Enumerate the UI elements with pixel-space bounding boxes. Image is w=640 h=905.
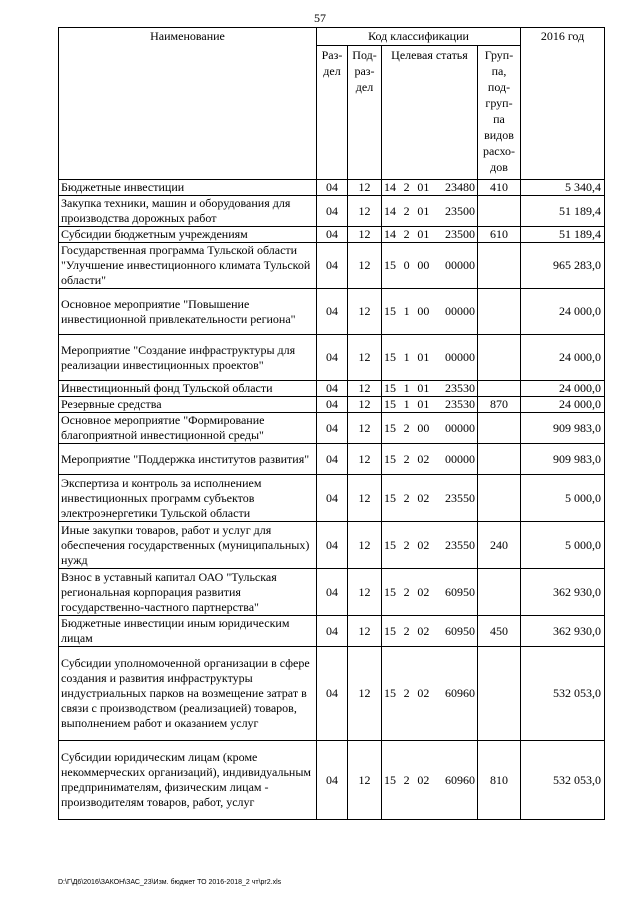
header-group-text: Груп- па, под- груп- па видов расхо- дов bbox=[482, 48, 516, 174]
target-article-subprogram: 2 bbox=[403, 584, 410, 599]
row-amount: 909 983,0 bbox=[521, 444, 605, 475]
row-amount: 5 340,4 bbox=[521, 180, 605, 196]
row-amount: 24 000,0 bbox=[521, 289, 605, 335]
row-razdel: 04 bbox=[317, 647, 348, 741]
table-row bbox=[59, 335, 605, 381]
target-article-subprogram: 2 bbox=[403, 180, 410, 194]
row-target-article bbox=[382, 522, 478, 569]
target-article-parts bbox=[384, 491, 475, 506]
row-razdel: 04 bbox=[317, 444, 348, 475]
target-article-program: 15 bbox=[384, 258, 396, 272]
target-article-parts bbox=[384, 421, 475, 436]
row-target-article bbox=[382, 227, 478, 243]
row-target-article bbox=[382, 741, 478, 820]
target-article-parts bbox=[384, 204, 475, 219]
row-expense-type bbox=[478, 335, 521, 381]
target-article-subprogram: 1 bbox=[403, 304, 410, 318]
header-year: 2016 год bbox=[521, 28, 605, 180]
target-article-event: 02 bbox=[417, 537, 430, 552]
target-article-event: 02 bbox=[417, 451, 430, 466]
target-article-direction: 60960 bbox=[444, 686, 475, 700]
target-article-subprogram: 2 bbox=[403, 490, 410, 505]
header-subsection-text: Под- раз- дел bbox=[352, 48, 377, 94]
target-article-parts bbox=[384, 350, 475, 365]
row-amount: 965 283,0 bbox=[521, 243, 605, 289]
target-article-subprogram: 1 bbox=[403, 381, 410, 395]
target-article-parts bbox=[384, 381, 475, 396]
row-name: Экспертиза и контроль за исполнением инвестиционных программ субъектов электроэнергетики Тульской области bbox=[59, 475, 317, 522]
row-target-article bbox=[382, 335, 478, 381]
target-article-event: 01 bbox=[417, 350, 430, 364]
row-expense-type: 410 bbox=[478, 180, 521, 196]
target-article-direction: 23550 bbox=[444, 537, 475, 552]
target-article-subprogram: 2 bbox=[403, 227, 410, 241]
row-expense-type bbox=[478, 289, 521, 335]
header-section-text: Раз- дел bbox=[321, 48, 343, 78]
row-razdel: 04 bbox=[317, 522, 348, 569]
table-row bbox=[59, 289, 605, 335]
row-amount: 532 053,0 bbox=[521, 741, 605, 820]
target-article-event: 01 bbox=[417, 227, 430, 241]
row-amount: 51 189,4 bbox=[521, 227, 605, 243]
row-expense-type: 870 bbox=[478, 397, 521, 413]
target-article-parts bbox=[384, 538, 475, 553]
row-amount: 24 000,0 bbox=[521, 381, 605, 397]
row-expense-type bbox=[478, 444, 521, 475]
target-article-direction: 60950 bbox=[444, 584, 475, 599]
target-article-parts bbox=[384, 773, 475, 788]
target-article-direction: 60950 bbox=[444, 623, 475, 638]
target-article-program: 15 bbox=[384, 537, 396, 552]
header-target: Целевая статья bbox=[382, 46, 478, 180]
target-article-direction: 23500 bbox=[444, 227, 475, 241]
target-article-direction: 00000 bbox=[444, 258, 475, 272]
row-target-article bbox=[382, 196, 478, 227]
target-article-program: 15 bbox=[384, 451, 396, 466]
row-expense-type: 810 bbox=[478, 741, 521, 820]
row-expense-type bbox=[478, 475, 521, 522]
target-article-subprogram: 2 bbox=[403, 686, 410, 700]
target-article-direction: 23480 bbox=[444, 180, 475, 194]
target-article-subprogram: 0 bbox=[403, 258, 410, 272]
header-classification: Код классификации bbox=[317, 28, 521, 46]
row-target-article bbox=[382, 180, 478, 196]
row-podrazdel: 12 bbox=[348, 196, 382, 227]
row-razdel: 04 bbox=[317, 616, 348, 647]
target-article-parts bbox=[384, 227, 475, 242]
table-row bbox=[59, 741, 605, 820]
row-name: Субсидии юридическим лицам (кроме некоммерческих организаций), индивидуальным предпринимателям, физическим лицам - производителям товаров, работ, услуг bbox=[59, 741, 317, 820]
target-article-event: 00 bbox=[417, 304, 430, 318]
row-amount: 532 053,0 bbox=[521, 647, 605, 741]
row-expense-type bbox=[478, 569, 521, 616]
row-razdel: 04 bbox=[317, 413, 348, 444]
table-row bbox=[59, 475, 605, 522]
target-article-event: 02 bbox=[417, 623, 430, 638]
row-expense-type: 240 bbox=[478, 522, 521, 569]
target-article-parts bbox=[384, 180, 475, 195]
row-razdel: 04 bbox=[317, 475, 348, 522]
footer-file-path: D:\Г\Д6\2016\ЗАКОН\ЗАС_23\Изм. бюджет ТО 2016-2018_2 чт\pr2.xls bbox=[58, 879, 282, 886]
row-podrazdel: 12 bbox=[348, 381, 382, 397]
table-row bbox=[59, 569, 605, 616]
target-article-program: 15 bbox=[384, 381, 396, 395]
target-article-event: 01 bbox=[417, 397, 430, 411]
row-podrazdel: 12 bbox=[348, 647, 382, 741]
row-razdel: 04 bbox=[317, 397, 348, 413]
table-row bbox=[59, 522, 605, 569]
row-name: Государственная программа Тульской области "Улучшение инвестиционного климата Тульской области" bbox=[59, 243, 317, 289]
target-article-program: 15 bbox=[384, 304, 396, 318]
row-name: Бюджетные инвестиции иным юридическим лицам bbox=[59, 616, 317, 647]
target-article-direction: 00000 bbox=[444, 350, 475, 364]
table-row bbox=[59, 196, 605, 227]
target-article-direction: 23550 bbox=[444, 490, 475, 505]
target-article-program: 15 bbox=[384, 584, 396, 599]
target-article-parts bbox=[384, 304, 475, 319]
row-target-article bbox=[382, 413, 478, 444]
row-podrazdel: 12 bbox=[348, 413, 382, 444]
header-section bbox=[317, 46, 348, 180]
row-name: Субсидии бюджетным учреждениям bbox=[59, 227, 317, 243]
row-amount: 362 930,0 bbox=[521, 616, 605, 647]
target-article-event: 01 bbox=[417, 381, 430, 395]
target-article-event: 01 bbox=[417, 203, 430, 218]
target-article-program: 15 bbox=[384, 397, 396, 411]
row-target-article bbox=[382, 381, 478, 397]
budget-table bbox=[58, 27, 605, 820]
row-expense-type: 450 bbox=[478, 616, 521, 647]
row-podrazdel: 12 bbox=[348, 289, 382, 335]
row-name: Закупка техники, машин и оборудования для производства дорожных работ bbox=[59, 196, 317, 227]
target-article-event: 02 bbox=[417, 686, 430, 700]
row-razdel: 04 bbox=[317, 243, 348, 289]
row-expense-type: 610 bbox=[478, 227, 521, 243]
row-podrazdel: 12 bbox=[348, 444, 382, 475]
target-article-program: 14 bbox=[384, 227, 396, 241]
row-amount: 5 000,0 bbox=[521, 522, 605, 569]
row-name: Мероприятие "Создание инфраструктуры для реализации инвестиционных проектов" bbox=[59, 335, 317, 381]
table-row bbox=[59, 616, 605, 647]
target-article-program: 14 bbox=[384, 203, 396, 218]
table-header bbox=[59, 28, 605, 180]
target-article-subprogram: 1 bbox=[403, 397, 410, 411]
row-name: Иные закупки товаров, работ и услуг для обеспечения государственных (муниципальных) нужд bbox=[59, 522, 317, 569]
row-target-article bbox=[382, 397, 478, 413]
target-article-subprogram: 2 bbox=[403, 203, 410, 218]
row-podrazdel: 12 bbox=[348, 569, 382, 616]
row-name: Основное мероприятие "Повышение инвестиционной привлекательности региона" bbox=[59, 289, 317, 335]
target-article-event: 02 bbox=[417, 490, 430, 505]
row-name: Инвестиционный фонд Тульской области bbox=[59, 381, 317, 397]
target-article-program: 15 bbox=[384, 420, 396, 435]
target-article-subprogram: 2 bbox=[403, 420, 410, 435]
target-article-event: 00 bbox=[417, 420, 430, 435]
table-row bbox=[59, 227, 605, 243]
row-amount: 24 000,0 bbox=[521, 335, 605, 381]
target-article-parts bbox=[384, 585, 475, 600]
row-podrazdel: 12 bbox=[348, 522, 382, 569]
target-article-subprogram: 2 bbox=[403, 772, 410, 787]
row-razdel: 04 bbox=[317, 335, 348, 381]
table-row bbox=[59, 444, 605, 475]
row-razdel: 04 bbox=[317, 381, 348, 397]
row-podrazdel: 12 bbox=[348, 616, 382, 647]
target-article-direction: 23500 bbox=[444, 203, 475, 218]
row-podrazdel: 12 bbox=[348, 227, 382, 243]
table-row bbox=[59, 397, 605, 413]
row-razdel: 04 bbox=[317, 741, 348, 820]
table-row bbox=[59, 243, 605, 289]
row-amount: 24 000,0 bbox=[521, 397, 605, 413]
row-razdel: 04 bbox=[317, 227, 348, 243]
table-body bbox=[59, 180, 605, 820]
table-row bbox=[59, 413, 605, 444]
target-article-direction: 00000 bbox=[444, 304, 475, 318]
row-name: Основное мероприятие "Формирование благоприятной инвестиционной среды" bbox=[59, 413, 317, 444]
header-group bbox=[478, 46, 521, 180]
row-name: Мероприятие "Поддержка институтов развития" bbox=[59, 444, 317, 475]
row-target-article bbox=[382, 569, 478, 616]
target-article-event: 00 bbox=[417, 258, 430, 272]
target-article-direction: 23530 bbox=[444, 381, 475, 395]
target-article-program: 15 bbox=[384, 686, 396, 700]
row-amount: 362 930,0 bbox=[521, 569, 605, 616]
row-expense-type bbox=[478, 196, 521, 227]
target-article-event: 01 bbox=[417, 180, 430, 194]
target-article-program: 14 bbox=[384, 180, 396, 194]
table-row bbox=[59, 180, 605, 196]
row-target-article bbox=[382, 647, 478, 741]
row-name: Бюджетные инвестиции bbox=[59, 180, 317, 196]
row-name: Субсидии уполномоченной организации в сфере создания и развития инфраструктуры индустриальных парков на возмещение затрат в связи с производством (реализацией) товаров, выполнением работ и оказанием услуг bbox=[59, 647, 317, 741]
target-article-direction: 23530 bbox=[444, 397, 475, 411]
table-row bbox=[59, 381, 605, 397]
row-razdel: 04 bbox=[317, 196, 348, 227]
row-podrazdel: 12 bbox=[348, 335, 382, 381]
target-article-event: 02 bbox=[417, 584, 430, 599]
target-article-program: 15 bbox=[384, 772, 396, 787]
row-expense-type bbox=[478, 243, 521, 289]
row-target-article bbox=[382, 616, 478, 647]
row-name: Взнос в уставный капитал ОАО "Тульская региональная корпорация развития государственно-частного партнерства" bbox=[59, 569, 317, 616]
row-podrazdel: 12 bbox=[348, 741, 382, 820]
target-article-parts bbox=[384, 624, 475, 639]
row-target-article bbox=[382, 475, 478, 522]
target-article-subprogram: 2 bbox=[403, 451, 410, 466]
target-article-direction: 00000 bbox=[444, 420, 475, 435]
row-target-article bbox=[382, 444, 478, 475]
target-article-direction: 60960 bbox=[444, 772, 475, 787]
target-article-event: 02 bbox=[417, 772, 430, 787]
target-article-program: 15 bbox=[384, 623, 396, 638]
target-article-parts bbox=[384, 397, 475, 412]
row-expense-type bbox=[478, 381, 521, 397]
row-amount: 51 189,4 bbox=[521, 196, 605, 227]
row-razdel: 04 bbox=[317, 289, 348, 335]
target-article-direction: 00000 bbox=[444, 451, 475, 466]
row-expense-type bbox=[478, 413, 521, 444]
row-target-article bbox=[382, 289, 478, 335]
target-article-parts bbox=[384, 686, 475, 701]
row-amount: 909 983,0 bbox=[521, 413, 605, 444]
header-subsection bbox=[348, 46, 382, 180]
row-amount: 5 000,0 bbox=[521, 475, 605, 522]
row-razdel: 04 bbox=[317, 569, 348, 616]
row-podrazdel: 12 bbox=[348, 397, 382, 413]
row-podrazdel: 12 bbox=[348, 475, 382, 522]
target-article-program: 15 bbox=[384, 350, 396, 364]
row-podrazdel: 12 bbox=[348, 180, 382, 196]
table-row bbox=[59, 647, 605, 741]
target-article-parts bbox=[384, 452, 475, 467]
row-razdel: 04 bbox=[317, 180, 348, 196]
target-article-program: 15 bbox=[384, 490, 396, 505]
target-article-subprogram: 1 bbox=[403, 350, 410, 364]
row-podrazdel: 12 bbox=[348, 243, 382, 289]
target-article-subprogram: 2 bbox=[403, 623, 410, 638]
target-article-subprogram: 2 bbox=[403, 537, 410, 552]
row-expense-type bbox=[478, 647, 521, 741]
target-article-parts bbox=[384, 258, 475, 273]
page-number: 57 bbox=[314, 11, 326, 25]
row-target-article bbox=[382, 243, 478, 289]
row-name: Резервные средства bbox=[59, 397, 317, 413]
header-name: Наименование bbox=[59, 28, 317, 180]
